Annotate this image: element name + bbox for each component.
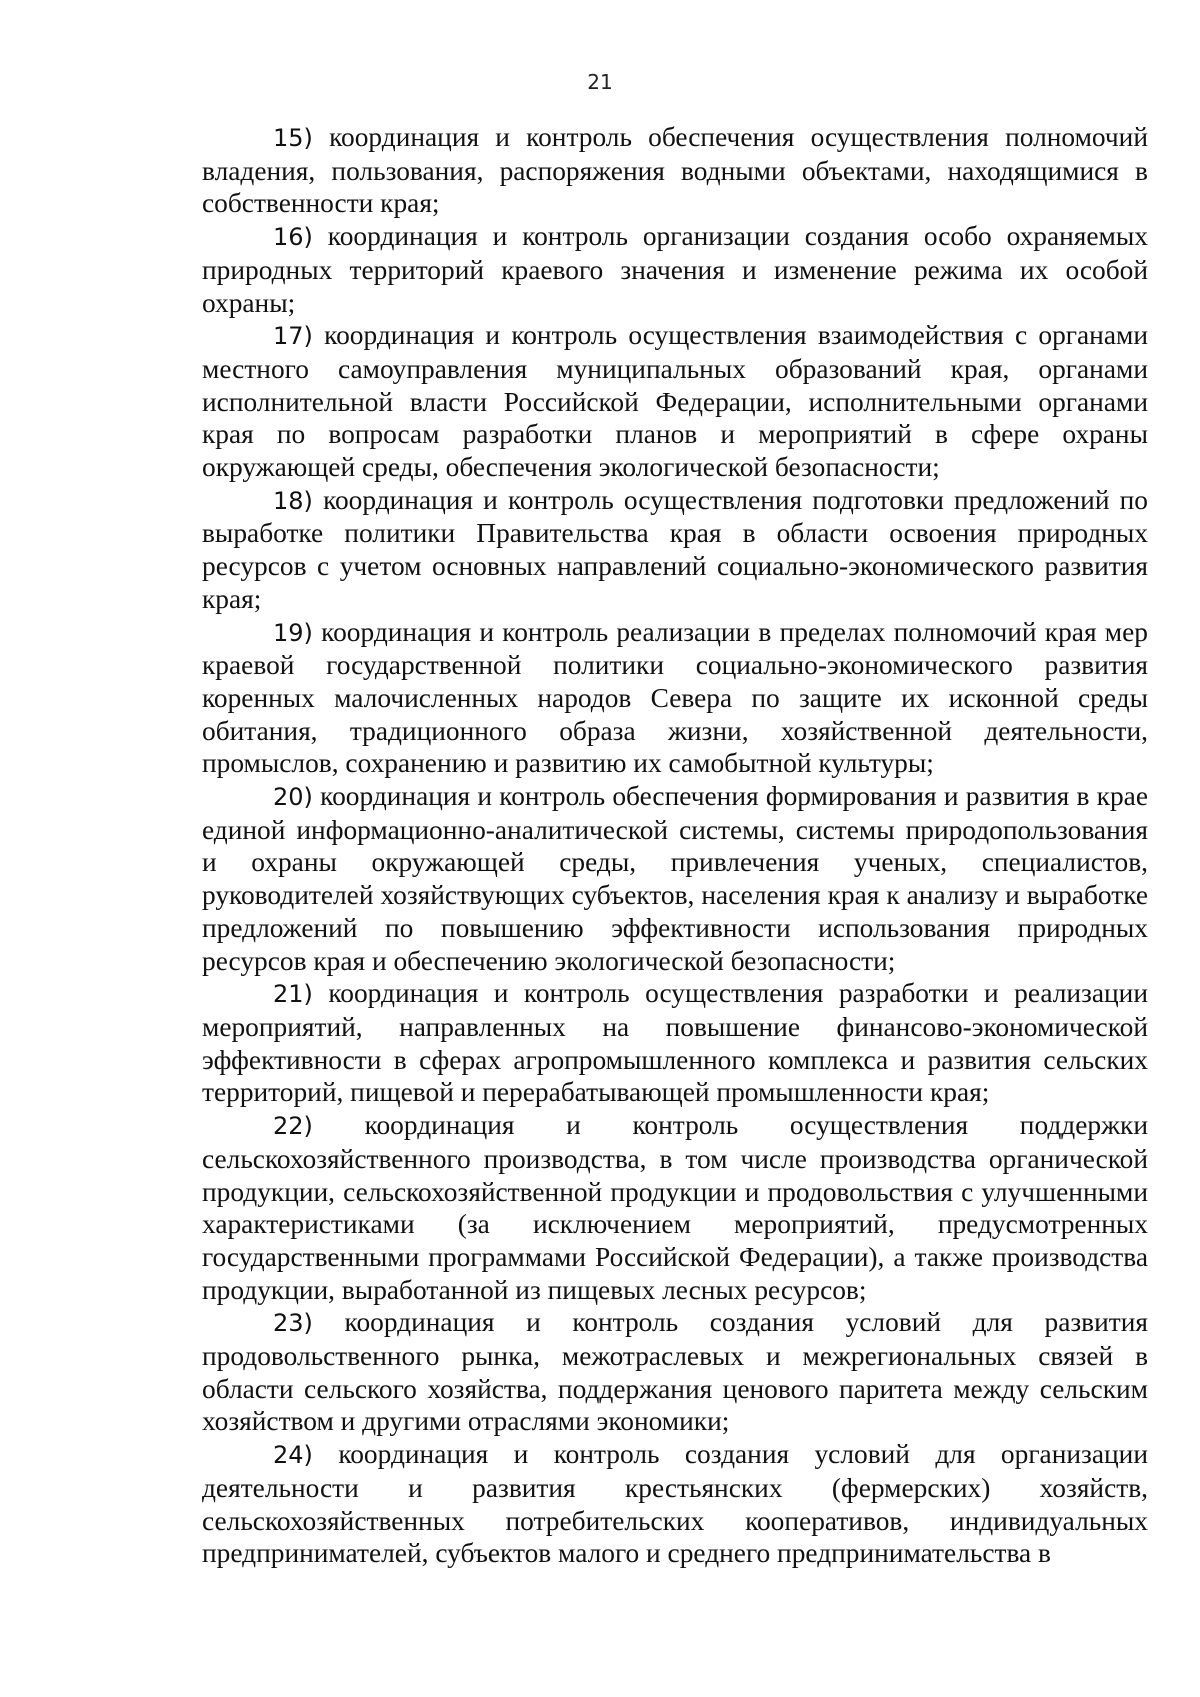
item-text: координация и контроль реализации в пределах полномочий края мер краевой государственной политики социально-экономического развития коренных малочисленных народов Севера по защите их исконной среды обитания, традиционного образа жизни, хозяйственной деятельности, промыслов, сохранению и развитию их самобытной культуры; [202, 616, 1148, 779]
item-number: 18) [273, 486, 313, 515]
item-number: 17) [273, 322, 313, 351]
item-text: координация и контроль осуществления разработки и реализации мероприятий, направленных на повышение финансово-экономической эффективности в сферах агропромышленного комплекса и развития сельских территорий, пищевой и перерабатывающей промышленности края; [202, 978, 1148, 1108]
list-item-17 [202, 319, 1148, 484]
list-item-24 [202, 1438, 1148, 1570]
list-item-15 [202, 121, 1148, 220]
item-text: координация и контроль организации создания особо охраняемых природных территорий краевого значения и изменение режима их особой охраны; [202, 221, 1148, 318]
item-number: 22) [273, 1112, 313, 1141]
item-number: 24) [273, 1441, 313, 1470]
list-item-21 [202, 977, 1148, 1109]
item-number: 15) [273, 124, 313, 152]
list-item-16 [202, 220, 1148, 319]
item-text: координация и контроль создания условий для организации деятельности и развития крестьянских (фермерских) хозяйств, сельскохозяйственных потребительских кооперативов, индивидуальных предпринимателей, субъектов малого и среднего предпринимательства в [202, 1439, 1148, 1569]
list-item-19 [202, 616, 1148, 781]
item-text: координация и контроль обеспечения осуществления полномочий владения, пользования, распоряжения водными объектами, находящимися в собственности края; [202, 122, 1148, 219]
list-item-22 [202, 1109, 1148, 1306]
item-text: координация и контроль осуществления подготовки предложений по выработке политики Правительства края в области освоения природных ресурсов с учетом основных направлений социально-экономического развития края; [202, 484, 1148, 614]
item-text: координация и контроль осуществления поддержки сельскохозяйственного производства, в том числе производства органической продукции, сельскохозяйственной продукции и продовольствия с улучшенными характеристиками (за исключением мероприятий, предусмотренных государственными программами Российской Федерации), а также производства продукции, выработанной из пищевых лесных ресурсов; [202, 1110, 1148, 1305]
item-number: 21) [273, 980, 313, 1009]
item-number: 23) [273, 1309, 313, 1338]
item-number: 19) [273, 618, 313, 647]
item-text: координация и контроль осуществления взаимодействия с органами местного самоуправления муниципальных образований края, органами исполнительной власти Российской Федерации, исполнительными органами края по вопросам разработки планов и мероприятий в сфере охраны окружающей среды, обеспечения экологической безопасности; [202, 320, 1148, 483]
list-item-18 [202, 484, 1148, 616]
list-item-20 [202, 780, 1148, 977]
item-text: координация и контроль обеспечения формирования и развития в крае единой информационно-аналитической системы, системы природопользования и охраны окружающей среды, привлечения ученых, специалистов, руководителей хозяйствующих субъектов, населения края к анализу и выработке предложений по повышению эффективности использования природных ресурсов края и обеспечению экологической безопасности; [202, 781, 1148, 976]
document-body [202, 121, 1148, 1570]
item-text: координация и контроль создания условий для развития продовольственного рынка, межотраслевых и межрегиональных связей в области сельского хозяйства, поддержания ценового паритета между сельским хозяйством и другими отраслями экономики; [202, 1307, 1148, 1437]
item-number: 20) [273, 783, 313, 812]
page-number: 21 [587, 70, 613, 94]
item-number: 16) [273, 223, 313, 252]
list-item-23 [202, 1306, 1148, 1438]
